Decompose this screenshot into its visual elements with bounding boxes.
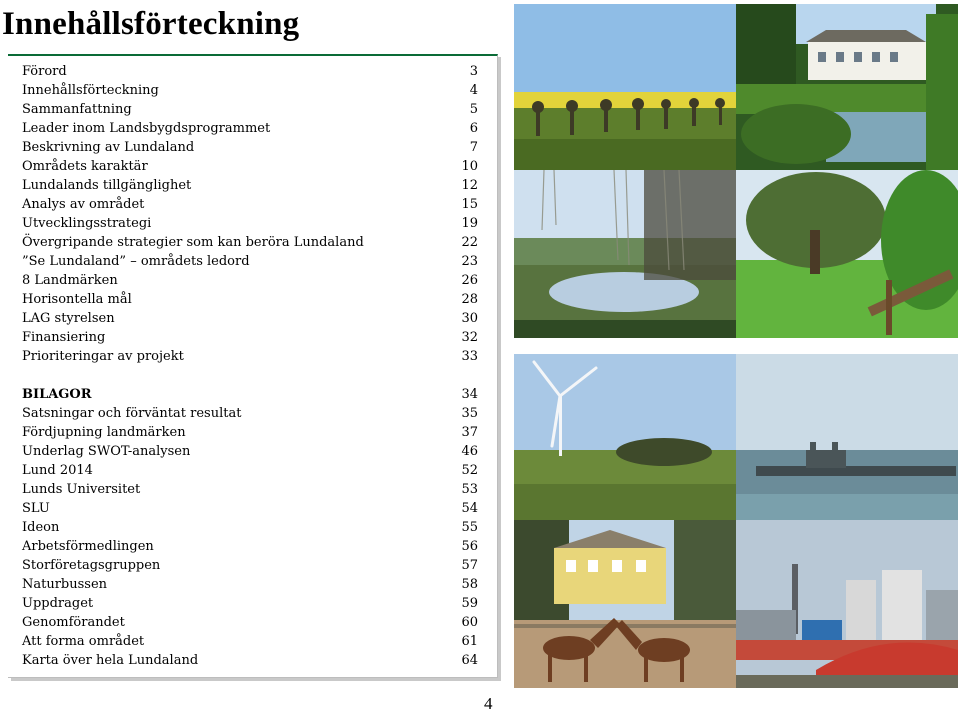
toc-label: 8 Landmärken — [22, 273, 118, 288]
toc-entry-fordjupning[interactable] — [22, 423, 478, 442]
toc-entry-overgripande[interactable] — [22, 233, 478, 252]
toc-page: 34 — [461, 387, 478, 402]
toc-entry-tillganglighet[interactable] — [22, 176, 478, 195]
toc-entry-finansiering[interactable] — [22, 328, 478, 347]
toc-entry-forord[interactable] — [22, 62, 478, 81]
toc-label: Underlag SWOT-analysen — [22, 444, 191, 459]
toc-entry-utvecklingsstrategi[interactable] — [22, 214, 478, 233]
toc-entry-slu[interactable] — [22, 499, 478, 518]
toc-page: 10 — [461, 159, 478, 174]
toc-label: Horisontella mål — [22, 292, 132, 307]
toc-entry-satsningar[interactable] — [22, 404, 478, 423]
power-plant-sea-photo — [736, 354, 958, 520]
meadow-tree-photo — [736, 170, 958, 338]
toc-label: Lund 2014 — [22, 463, 93, 478]
toc-entry-forma[interactable] — [22, 632, 478, 651]
toc-page: 26 — [461, 273, 478, 288]
toc-entry-lag[interactable] — [22, 309, 478, 328]
toc-entry-karta[interactable] — [22, 651, 478, 670]
sugar-factory-photo — [736, 520, 958, 688]
toc-label: Förord — [22, 64, 67, 79]
toc-label: Innehållsförteckning — [22, 83, 159, 98]
toc-label: Storföretagsgruppen — [22, 558, 161, 573]
toc-page: 37 — [461, 425, 478, 440]
toc-entry-storforetagsgruppen[interactable] — [22, 556, 478, 575]
pond-willow-photo — [514, 170, 736, 338]
toc-entry-naturbussen[interactable] — [22, 575, 478, 594]
toc-label: LAG styrelsen — [22, 311, 115, 326]
toc-entry-lund2014[interactable] — [22, 461, 478, 480]
toc-label: Arbetsförmedlingen — [22, 539, 154, 554]
toc-label: Analys av området — [22, 197, 145, 212]
toc-box — [8, 54, 498, 678]
toc-label: Beskrivning av Lundaland — [22, 140, 195, 155]
toc-label: Utvecklingsstrategi — [22, 216, 152, 231]
toc-label: Att forma området — [22, 634, 145, 649]
toc-page: 61 — [461, 634, 478, 649]
toc-label: Fördjupning landmärken — [22, 425, 186, 440]
toc-label: Övergripande strategier som kan beröra Lundaland — [22, 235, 364, 250]
toc-label: Ideon — [22, 520, 60, 535]
toc-label: ”Se Lundaland” – områdets ledord — [22, 254, 250, 269]
page-title: Innehållsförteckning — [2, 6, 300, 42]
toc-label: Sammanfattning — [22, 102, 132, 117]
toc-entry-ideon[interactable] — [22, 518, 478, 537]
toc-entry-horisontella[interactable] — [22, 290, 478, 309]
toc-page: 32 — [461, 330, 478, 345]
toc-page: 52 — [461, 463, 478, 478]
toc-entry-universitet[interactable] — [22, 480, 478, 499]
toc-page: 6 — [469, 121, 478, 136]
toc-entry-arbetsformedlingen[interactable] — [22, 537, 478, 556]
toc-list — [22, 62, 478, 670]
toc-entry-sammanfattning[interactable] — [22, 100, 478, 119]
toc-entry-uppdraget[interactable] — [22, 594, 478, 613]
toc-page: 57 — [461, 558, 478, 573]
toc-page: 46 — [461, 444, 478, 459]
toc-page: 55 — [461, 520, 478, 535]
toc-label: Prioriteringar av projekt — [22, 349, 184, 364]
toc-page: 30 — [461, 311, 478, 326]
horses-farm-photo — [514, 520, 736, 688]
toc-label: Lundalands tillgänglighet — [22, 178, 192, 193]
photo-collage — [514, 4, 958, 688]
toc-label: Lunds Universitet — [22, 482, 141, 497]
toc-label: BILAGOR — [22, 387, 92, 402]
toc-label: Leader inom Landsbygdsprogrammet — [22, 121, 271, 136]
wind-turbine-photo — [514, 354, 736, 520]
toc-page: 4 — [469, 83, 478, 98]
toc-page: 54 — [461, 501, 478, 516]
toc-label: SLU — [22, 501, 50, 516]
toc-entry-genomforandet[interactable] — [22, 613, 478, 632]
toc-page: 58 — [461, 577, 478, 592]
toc-page: 53 — [461, 482, 478, 497]
toc-page: 23 — [461, 254, 478, 269]
toc-spacer — [22, 366, 478, 385]
toc-page: 59 — [461, 596, 478, 611]
toc-entry-innehall[interactable] — [22, 81, 478, 100]
toc-page: 60 — [461, 615, 478, 630]
toc-label: Finansiering — [22, 330, 106, 345]
toc-label: Naturbussen — [22, 577, 108, 592]
toc-page: 3 — [469, 64, 478, 79]
toc-label: Karta över hela Lundaland — [22, 653, 199, 668]
toc-page: 5 — [469, 102, 478, 117]
toc-entry-analys[interactable] — [22, 195, 478, 214]
toc-page: 15 — [461, 197, 478, 212]
toc-entry-leader[interactable] — [22, 119, 478, 138]
page-number: 4 — [484, 694, 493, 713]
farmhouse-pond-photo — [736, 4, 958, 170]
willow-field-photo — [514, 4, 736, 170]
toc-label: Genomförandet — [22, 615, 125, 630]
toc-page: 28 — [461, 292, 478, 307]
toc-label: Uppdraget — [22, 596, 94, 611]
toc-page: 19 — [461, 216, 478, 231]
toc-entry-prioriteringar[interactable] — [22, 347, 478, 366]
toc-entry-bilagor[interactable] — [22, 385, 478, 404]
toc-label: Satsningar och förväntat resultat — [22, 406, 242, 421]
toc-entry-ledord[interactable] — [22, 252, 478, 271]
toc-page: 7 — [469, 140, 478, 155]
toc-entry-swot[interactable] — [22, 442, 478, 461]
toc-page: 22 — [461, 235, 478, 250]
toc-page: 12 — [461, 178, 478, 193]
toc-label: Områdets karaktär — [22, 159, 148, 174]
toc-entry-beskrivning[interactable] — [22, 138, 478, 157]
toc-entry-landmarken[interactable] — [22, 271, 478, 290]
toc-page: 64 — [461, 653, 478, 668]
toc-page: 33 — [461, 349, 478, 364]
toc-page: 35 — [461, 406, 478, 421]
toc-page: 56 — [461, 539, 478, 554]
toc-entry-karaktar[interactable] — [22, 157, 478, 176]
